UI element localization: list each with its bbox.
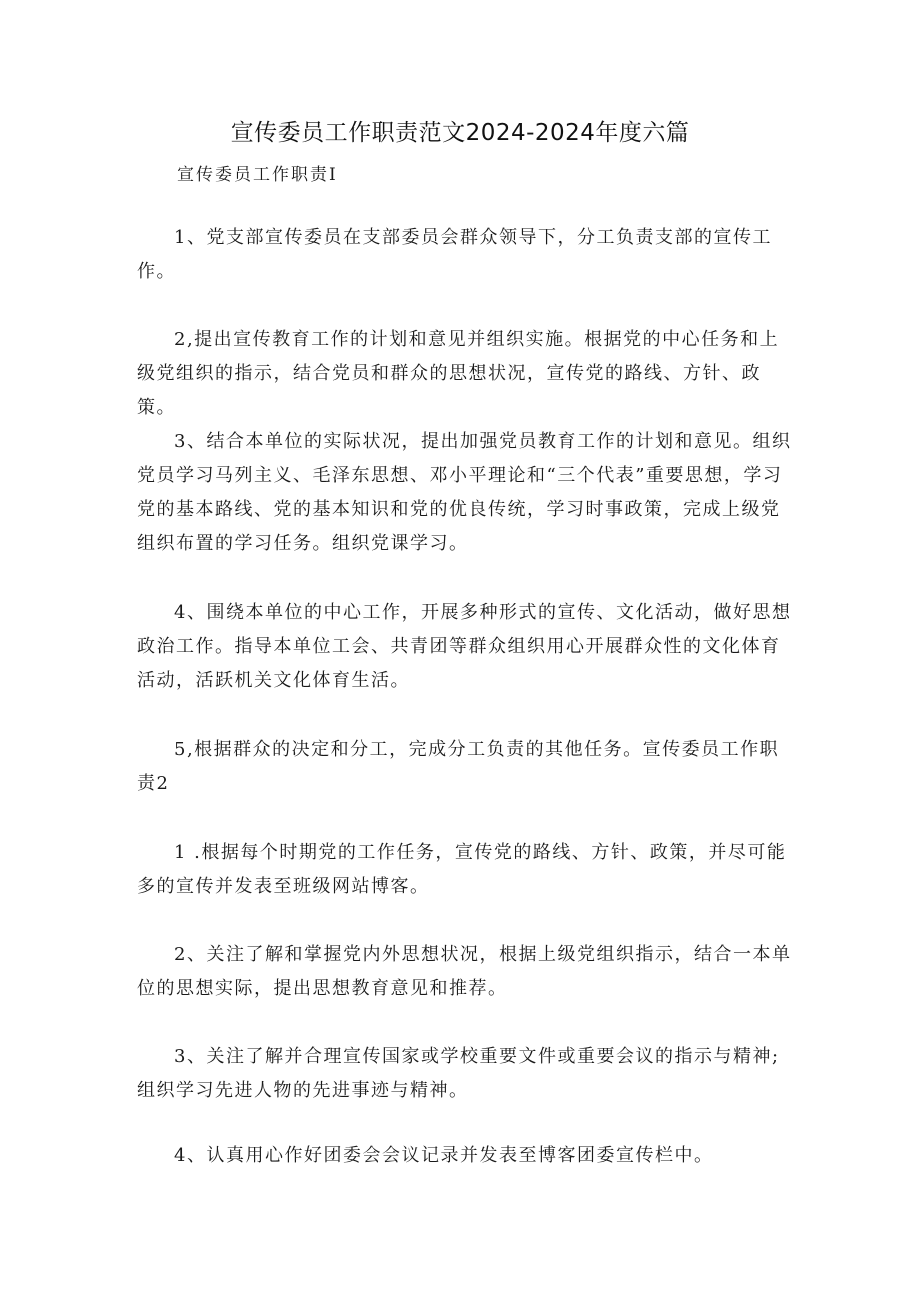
paragraph-8: 3、关注了解并合理宣传国家或学校重要文件或重要会议的指示与精神;组织学习先进人物的先进事迹与精神。: [137, 1046, 780, 1101]
paragraph-9: 4、认真用心作好团委会会议记录并发表至博客团委宣传栏中。: [174, 1145, 714, 1166]
paragraph-7: 2、关注了解和掌握党内外思想状况，根据上级党组织指示，结合一本单位的思想实际，提出思想教育意见和推荐。: [137, 944, 792, 999]
paragraph-3: 3、结合本单位的实际状况，提出加强党员教育工作的计划和意见。组织党员学习马列主义、毛泽东思想、邓小平理论和“三个代表”重要思想，学习党的基本路线、党的基本知识和党的优良传统，学习时事政策，完成上级党组织布置的学习任务。组织党课学习。: [137, 431, 792, 554]
paragraph-4: 4、围绕本单位的中心工作，开展多种形式的宣传、文化活动，做好思想政治工作。指导本单位工会、共青团等群众组织用心开展群众性的文化体育活动，活跃机关文化体育生活。: [137, 602, 792, 691]
paragraph-5: 5,根据群众的决定和分工，完成分工负责的其他任务。宣传委员工作职责2: [137, 739, 780, 794]
section-heading: 宣传委员工作职责I: [177, 165, 338, 185]
paragraph-6: 1 .根据每个时期党的工作任务，宣传党的路线、方针、政策，并尽可能多的宣传并发表至班级网站博客。: [137, 842, 787, 897]
document-title: 宣传委员工作职责范文2024-2024年度六篇: [230, 120, 690, 146]
paragraph-1: 1、党支部宣传委员在支部委员会群众领导下，分工负责支部的宣传工作。: [137, 227, 772, 282]
paragraph-2: 2,提出宣传教育工作的计划和意见并组织实施。根据党的中心任务和上级党组织的指示，结合党员和群众的思想状况，宣传党的路线、方针、政策。: [137, 329, 780, 418]
